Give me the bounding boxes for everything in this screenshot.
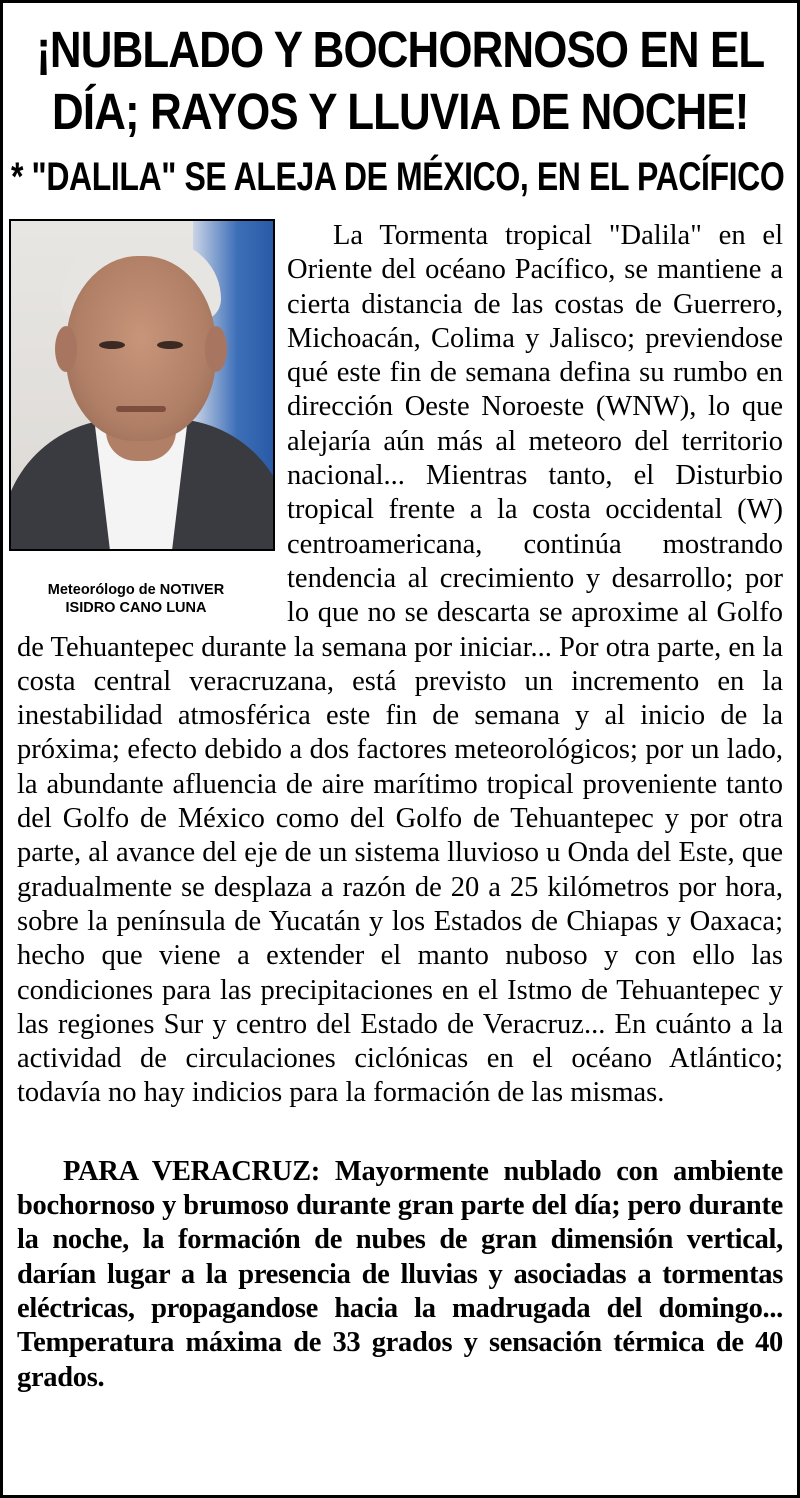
author-photo-block: [9, 219, 275, 617]
caption-line-2: ISIDRO CANO LUNA: [65, 600, 207, 616]
subheadline: * "DALILA" SE ALEJA DE MÉXICO, EN EL PACÍFICO: [11, 155, 785, 199]
caption-line-1: Meteorólogo de NOTIVER: [47, 582, 225, 598]
forecast-paragraph: PARA VERACRUZ: Mayormente nublado con ambiente bochornoso y brumoso durante gran parte del día; pero durante la noche, la formación de nubes de gran dimensión vertical, darían lugar a la presencia de lluvias y asociadas a tormentas eléctricas, propagandose hacia la madrugada del domingo... Temperatura máxima de 33 grados y sensación térmica de 40 grados.: [17, 1155, 783, 1393]
headline: [18, 19, 782, 143]
article-paragraph-1: La Tormenta tropical "Dalila" en el Oriente del océano Pacífico, se mantiene a cierta distancia de las costas de Guerrero, Michoacán, Colima y Jalisco; previendose qué este fin de semana defina su rumbo en dirección Oeste Noroeste (WNW), lo que alejaría aún más al meteoro del territorio nacional... Mientras tanto, el Disturbio tropical frente a la costa occidental (W) centroamericana, continúa mostrando tendencia al crecimiento y desarrollo; por lo que no se descarta se aproxime al Golfo de Tehuantepec durante la semana por iniciar... Por otra parte, en la costa central veracruzana, está previsto un incremento en la inestabilidad atmosférica este fin de semana y al inicio de la próxima; efecto debido a dos factores meteorológicos; por un lado, la abundante afluencia de aire marítimo tropical proveniente tanto del Golfo de México como del Golfo de Tehuantepec y por otra parte, al avance del eje de un sistema lluvioso u Onda del Este, que gradualmente se desplaza a razón de 20 a 25 kilómetros por hora, sobre la península de Yucatán y los Estados de Chiapas y Oaxaca; hecho que viene a extender el manto nuboso y con ello las condiciones para las precipitaciones en el Istmo de Tehuantepec y las regiones Sur y centro del Estado de Veracruz... En cuánto a la actividad de circulaciones ciclónicas en el océano Atlántico; todavía no hay indicios para la formación de las mismas.: [17, 220, 783, 1109]
article-body: [17, 219, 783, 1395]
author-photo: [9, 219, 275, 551]
headline-line-2: DÍA; RAYOS Y LLUVIA DE NOCHE!: [51, 83, 749, 140]
headline-line-1: ¡NUBLADO Y BOCHORNOSO EN EL: [35, 21, 765, 78]
photo-caption: [9, 581, 275, 617]
